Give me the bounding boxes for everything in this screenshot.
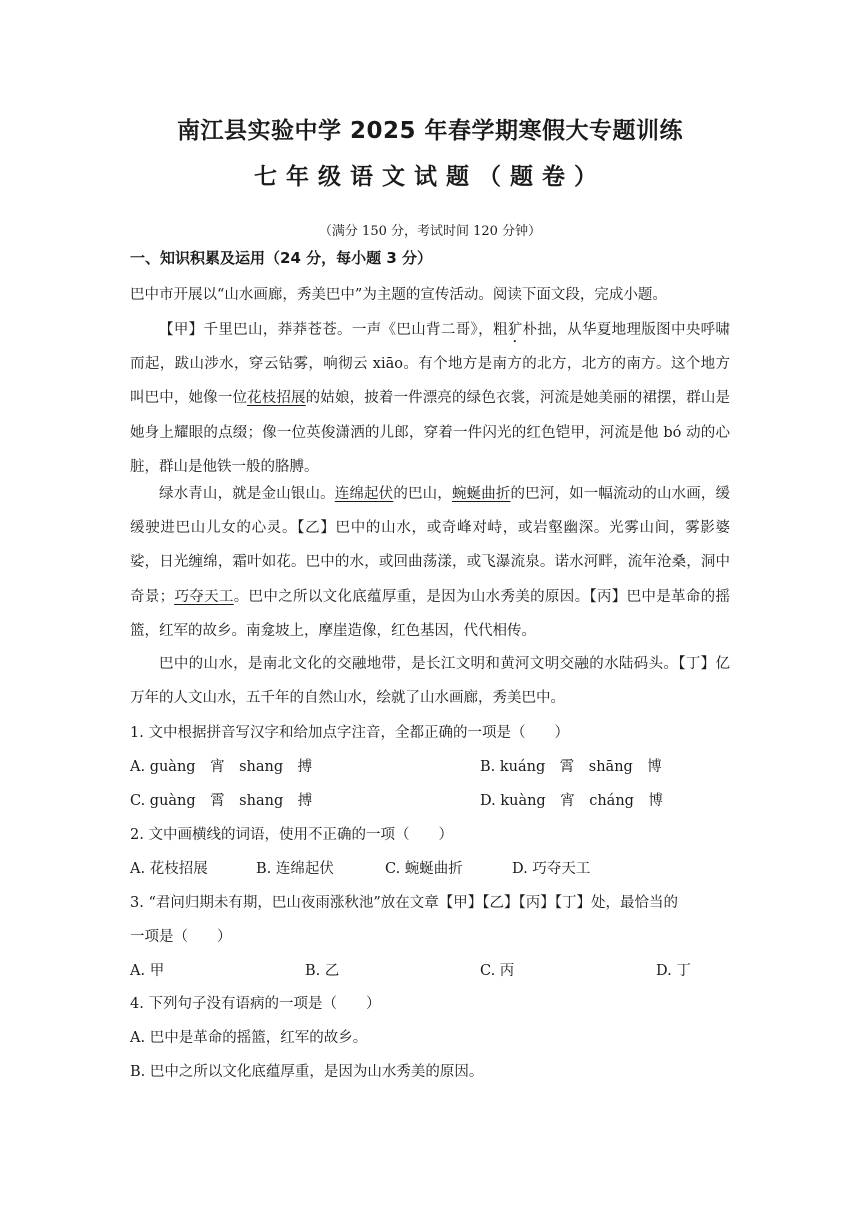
underlined-phrase: 连绵起伏 <box>334 486 394 502</box>
passage-paragraph-3: 巴中的山水，是南北文化的交融地带，是长江文明和黄河文明交融的水陆码头。【丁】亿万年的人文山水，五千年的自然山水，绘就了山水画廊，秀美巴中。 <box>130 656 730 707</box>
passage-text: 。巴中之所以文化底蕴厚重，是因为山水秀美的原因。【丙】巴中是革命的摇篮，红军的故乡。南龛坡上，摩崖造像，红色基因，代代相传。 <box>130 588 731 639</box>
underlined-phrase: 蜿蜒曲折 <box>451 486 511 502</box>
question-4-stem: 4. 下列句子没有语病的一项是（ ） <box>130 996 381 1012</box>
question-1-option-c: C. guàng 霄 shang 搏 <box>130 793 313 809</box>
section-heading: 一、知识积累及运用（24 分，每小题 3 分） <box>130 249 432 267</box>
question-2-option-d: D. 巧夺天工 <box>512 861 591 877</box>
passage-text: 绿水青山，就是金山银山。 <box>159 486 335 502</box>
section-intro: 巴中市开展以“山水画廊，秀美巴中”为主题的宣传活动。阅读下面文段，完成小题。 <box>130 287 667 303</box>
question-2-option-a: A. 花枝招展 <box>130 861 208 877</box>
question-1-option-a: A. guàng 宵 shang 搏 <box>130 759 313 775</box>
question-3-option-b: B. 乙 <box>305 963 340 979</box>
passage-text: 的巴河，如一幅流动的山水画，缓缓驶进巴山儿女的心灵。【乙】巴中的山水，或奇峰对峙，或岩壑幽深。光雾山间，雾影婆娑，日光缠绵，霜叶如花。巴中的水，或回曲荡漾，或飞瀑流泉。诺水河畔，流年沧桑，洞中奇景； <box>130 486 731 605</box>
exam-note: （满分 150 分，考试时间 120 分钟） <box>318 224 542 239</box>
question-4-option-b: B. 巴中之所以文化底蕴厚重，是因为山水秀美的原因。 <box>130 1064 484 1080</box>
question-1-option-b: B. kuáng 霄 shāng 博 <box>480 759 662 775</box>
passage-text: 朴拙，从华夏地理版图中央呼啸而起，跋山涉水，穿云钻雾，响彻云 xiāo。有个地方是南方的北方，北方的南方。这个地方叫巴中，她像一位 <box>130 322 731 407</box>
question-2-option-c: C. 蜿蜒曲折 <box>385 861 463 877</box>
passage-text: 【甲】千里巴山，莽莽苍苍。一声《巴山背二哥》，粗 <box>159 322 508 338</box>
question-3-option-c: C. 丙 <box>480 963 515 979</box>
exam-subtitle: 七年级语文试题（题卷） <box>254 164 606 190</box>
dotted-character: 犷 <box>507 322 523 338</box>
passage-paragraph-1 <box>130 313 730 484</box>
question-3-option-d: D. 丁 <box>656 963 691 979</box>
underlined-phrase: 花枝招展 <box>247 390 306 407</box>
question-2-stem: 2. 文中画横线的词语，使用不正确的一项（ ） <box>130 827 453 843</box>
passage-paragraph-2 <box>130 477 730 648</box>
exam-title: 南江县实验中学 2025 年春学期寒假大专题训练 <box>176 118 684 144</box>
question-3-stem-continued: 一项是（ ） <box>130 929 232 945</box>
passage-text: 的姑娘，披着一件漂亮的绿色衣裳，河流是她美丽的裙摆，群山是她身上耀眼的点缀；像一位英俊潇洒的儿郎，穿着一件闪光的红色铠甲，河流是他 bó 动的心脏，群山是他铁一般的胳膊。 <box>130 390 731 475</box>
question-1-option-d: D. kuàng 宵 cháng 博 <box>480 793 663 809</box>
question-3-stem: 3. “君问归期未有期，巴山夜雨涨秋池”放在文章【甲】【乙】【丙】【丁】处，最恰当的 <box>130 895 679 911</box>
question-4-option-a: A. 巴中是革命的摇篮，红军的故乡。 <box>130 1030 368 1046</box>
question-1-stem: 1. 文中根据拼音写汉字和给加点字注音，全都正确的一项是（ ） <box>130 725 569 741</box>
passage-text: 的巴山， <box>393 486 452 502</box>
question-2-option-b: B. 连绵起伏 <box>256 861 334 877</box>
question-3-option-a: A. 甲 <box>130 963 165 979</box>
underlined-phrase: 巧夺天工 <box>174 588 234 605</box>
